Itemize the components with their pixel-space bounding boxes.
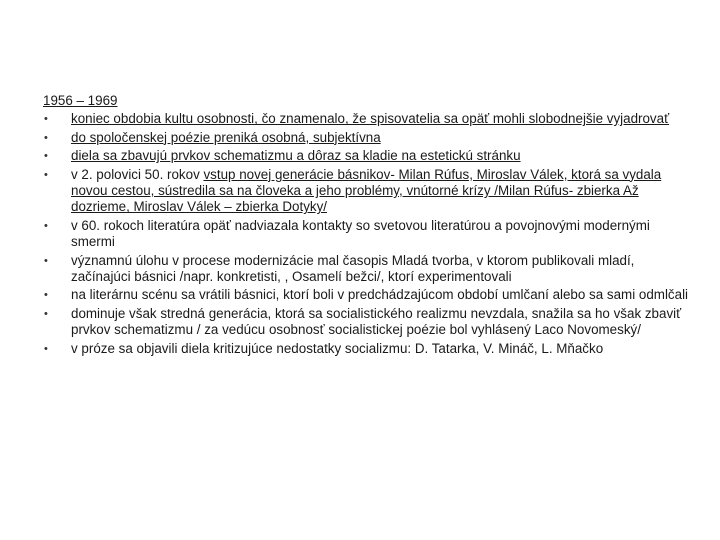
bullet-text: v 60. rokoch literatúra opäť nadviazala kontakty so svetovou literatúrou a povojnovými modernými smermi xyxy=(71,217,650,250)
bullet-text-underlined: vstup novej generácie básnikov- Milan Rúfus, Miroslav Válek, ktorá sa vydala novou cestou, sústredila sa na človeka a jeho problémy, vnútorné krízy /Milan Rúfus- zbierka Až dozrieme, Miroslav Válek – zbierka Dotyky/ xyxy=(71,166,662,215)
list-item xyxy=(43,306,693,339)
bullet-text: dominuje však stredná generácia, ktorá sa socialistického realizmu nevzdala, snažila sa ho však zbaviť prvkov schematizmu / za vedúcu osobnosť socialistickej poézie bol vyhlásený Laco Novomeský/ xyxy=(71,305,682,338)
bullet-list xyxy=(43,111,693,357)
list-item xyxy=(43,287,693,303)
list-item xyxy=(43,148,693,164)
list-item xyxy=(43,218,693,251)
section-heading: 1956 – 1969 xyxy=(43,93,118,108)
bullet-text: v 2. polovici 50. rokov xyxy=(71,166,204,182)
list-item xyxy=(43,167,693,216)
list-item xyxy=(43,111,693,127)
bullet-text: významnú úlohu v procese modernizácie mal časopis Mladá tvorba, v ktorom publikovali mladí, začínajúci básnici /napr. konkretisti, , Osamelí bežci/, ktorí experimentovali xyxy=(71,252,635,285)
bullet-text: na literárnu scénu sa vrátili básnici, ktorí boli v predchádzajúcom období umlčaní alebo sa sami odmlčali xyxy=(71,287,689,303)
list-item xyxy=(43,130,693,146)
bullet-text: diela sa zbavujú prvkov schematizmu a dôraz sa kladie na estetickú stránku xyxy=(71,148,521,164)
bullet-text: v próze sa objavili diela kritizujúce nedostatky socializmu: D. Tatarka, V. Mináč, L. Mňačko xyxy=(71,340,604,356)
list-item xyxy=(43,341,693,357)
bullet-text: do spoločenskej poézie preniká osobná, subjektívna xyxy=(71,129,381,145)
slide-content xyxy=(43,93,693,357)
list-item xyxy=(43,253,693,286)
bullet-text: koniec obdobia kultu osobnosti, čo znamenalo, že spisovatelia sa opäť mohli slobodnejšie vyjadrovať xyxy=(71,111,670,127)
